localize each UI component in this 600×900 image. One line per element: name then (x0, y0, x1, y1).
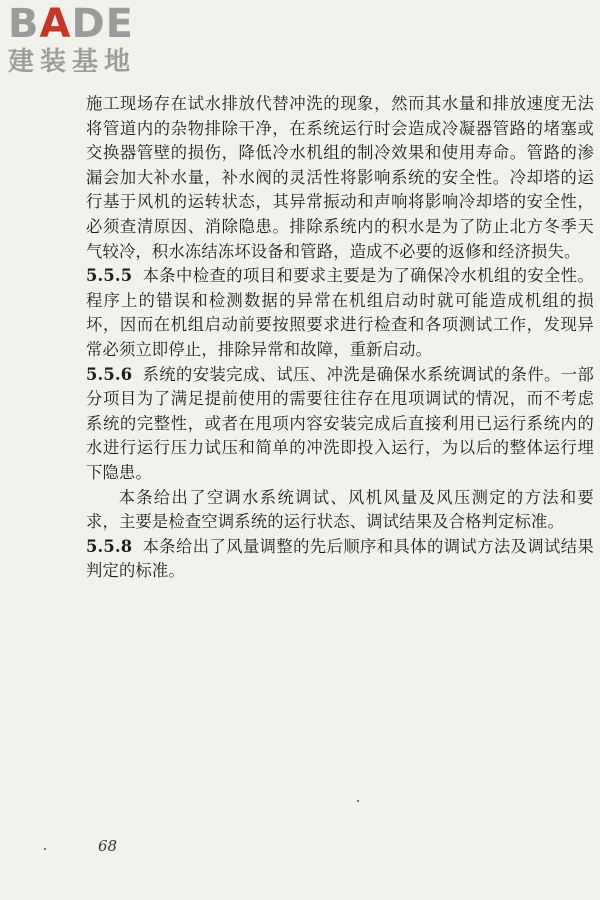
scan-speck (44, 848, 46, 850)
body-text (86, 92, 594, 584)
logo-subtitle: 建装基地 (8, 47, 137, 77)
paragraph-text: 系统的安装完成、试压、冲洗是确保水系统调试的条件。一部分项目为了满足提前使用的需要往往存在甩项调试的情况，而不考虑系统的完整性，或者在甩项内容安装完成后直接利用已运行系统内的水进行运行压力试压和简单的冲洗即投入运行，为以后的整体运行埋下隐患。 (86, 364, 594, 482)
page-number: 68 (98, 837, 118, 855)
logo-letter-b: B (8, 1, 40, 47)
logo-wordmark (8, 2, 183, 46)
scan-speck (357, 800, 359, 802)
paragraph-text: 本条给出了风量调整的先后顺序和具体的调试方法及调试结果判定的标准。 (86, 536, 594, 581)
paragraph-intro (86, 92, 594, 264)
logo-letters-de: DE (71, 1, 134, 47)
clause-number: 5.5.6 (86, 364, 133, 384)
paragraph-5-5-7 (86, 486, 594, 535)
paragraph-text: 施工现场存在试水排放代替冲洗的现象，然而其水量和排放速度无法将管道内的杂物排除干净，在系统运行时会造成冷凝器管路的堵塞或交换器管壁的损伤，降低冷水机组的制冷效果和使用寿命。管路的渗漏会加大补水量，补水阀的灵活性将影响系统的安全性。冷却塔的运行基于风机的运转状态，其异常振动和声响将影响冷却塔的安全性，必须查清原因、消除隐患。排除系统内的积水是为了防止北方冬季天气较冷，积水冻结冻坏设备和管路，造成不必要的返修和经济损失。 (86, 94, 594, 261)
paragraph-5-5-6 (86, 363, 594, 486)
paragraph-text: 本条给出了空调水系统调试、风机风量及风压测定的方法和要求，主要是检查空调系统的运行状态、调试结果及合格判定标准。 (86, 487, 594, 532)
paragraph-5-5-5 (86, 264, 594, 362)
clause-number: 5.5.8 (86, 536, 133, 556)
bade-logo (8, 2, 183, 86)
logo-letter-a: A (39, 1, 72, 47)
paragraph-text: 本条中检查的项目和要求主要是为了确保冷水机组的安全性。程序上的错误和检测数据的异常在机组启动时就可能造成机组的损坏，因而在机组启动前要按照要求进行检查和各项测试工作，发现异常必须立即停止，排除异常和故障，重新启动。 (86, 266, 594, 359)
paragraph-5-5-8 (86, 535, 594, 584)
clause-number: 5.5.5 (86, 266, 133, 286)
